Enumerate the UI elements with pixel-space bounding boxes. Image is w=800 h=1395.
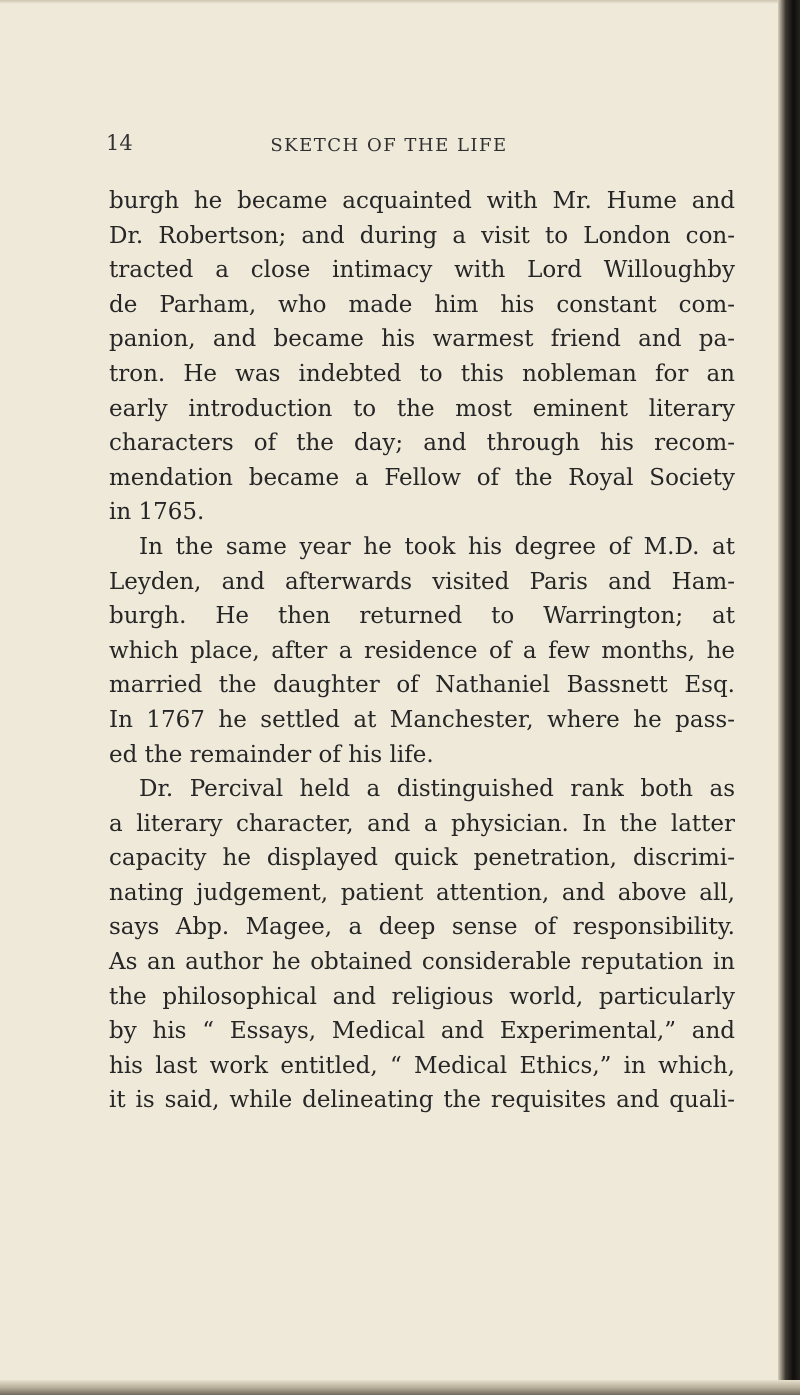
text-line: capacity he displayed quick penetration, discrimi- <box>109 845 735 872</box>
text-line: Dr. Percival held a distinguished rank both as <box>139 776 735 803</box>
text-line: by his “ Essays, Medical and Experimental,” and <box>109 1018 735 1045</box>
text-line: burgh he became acquainted with Mr. Hume and <box>109 188 735 214</box>
text-line: In 1767 he settled at Manchester, where he pass- <box>109 706 735 733</box>
page-number: 14 <box>106 131 133 155</box>
text-line: married the daughter of Nathaniel Bassnett Esq. <box>109 672 735 699</box>
text-line: Leyden, and afterwards visited Paris and Ham- <box>109 568 735 595</box>
text-line: tron. He was indebted to this nobleman for an <box>109 360 735 387</box>
text-line: his last work entitled, “ Medical Ethics,” in which, <box>109 1052 735 1079</box>
body-text <box>109 184 735 1118</box>
text-line: tracted a close intimacy with Lord Willoughby <box>109 257 735 284</box>
text-line: which place, after a residence of a few months, he <box>109 637 735 664</box>
page-bottom-edge <box>0 1380 800 1395</box>
text-line: As an author he obtained considerable reputation in <box>109 949 735 976</box>
text-line: nating judgement, patient attention, and above all, <box>109 879 735 906</box>
text-line: in 1765. <box>109 499 205 526</box>
text-line: Dr. Robertson; and during a visit to London con- <box>109 222 735 249</box>
book-binding-edge <box>778 0 800 1395</box>
text-line: burgh. He then returned to Warrington; at <box>109 603 735 630</box>
text-line: In the same year he took his degree of M.D. at <box>139 533 735 560</box>
running-head: SKETCH OF THE LIFE <box>270 135 508 156</box>
text-line: ed the remainder of his life. <box>109 741 434 768</box>
text-line: early introduction to the most eminent literary <box>109 395 735 422</box>
text-line: says Abp. Magee, a deep sense of responsibility. <box>109 914 735 941</box>
text-line: panion, and became his warmest friend and pa- <box>109 326 735 353</box>
text-line: it is said, while delineating the requisites and quali- <box>109 1087 735 1114</box>
text-line: the philosophical and religious world, particularly <box>109 983 735 1010</box>
text-line: a literary character, and a physician. In the latter <box>109 810 735 837</box>
page-top-edge <box>0 0 778 4</box>
text-line: characters of the day; and through his recom- <box>109 430 735 457</box>
text-line: mendation became a Fellow of the Royal Society <box>109 464 735 491</box>
text-line: de Parham, who made him his constant com- <box>109 291 735 318</box>
